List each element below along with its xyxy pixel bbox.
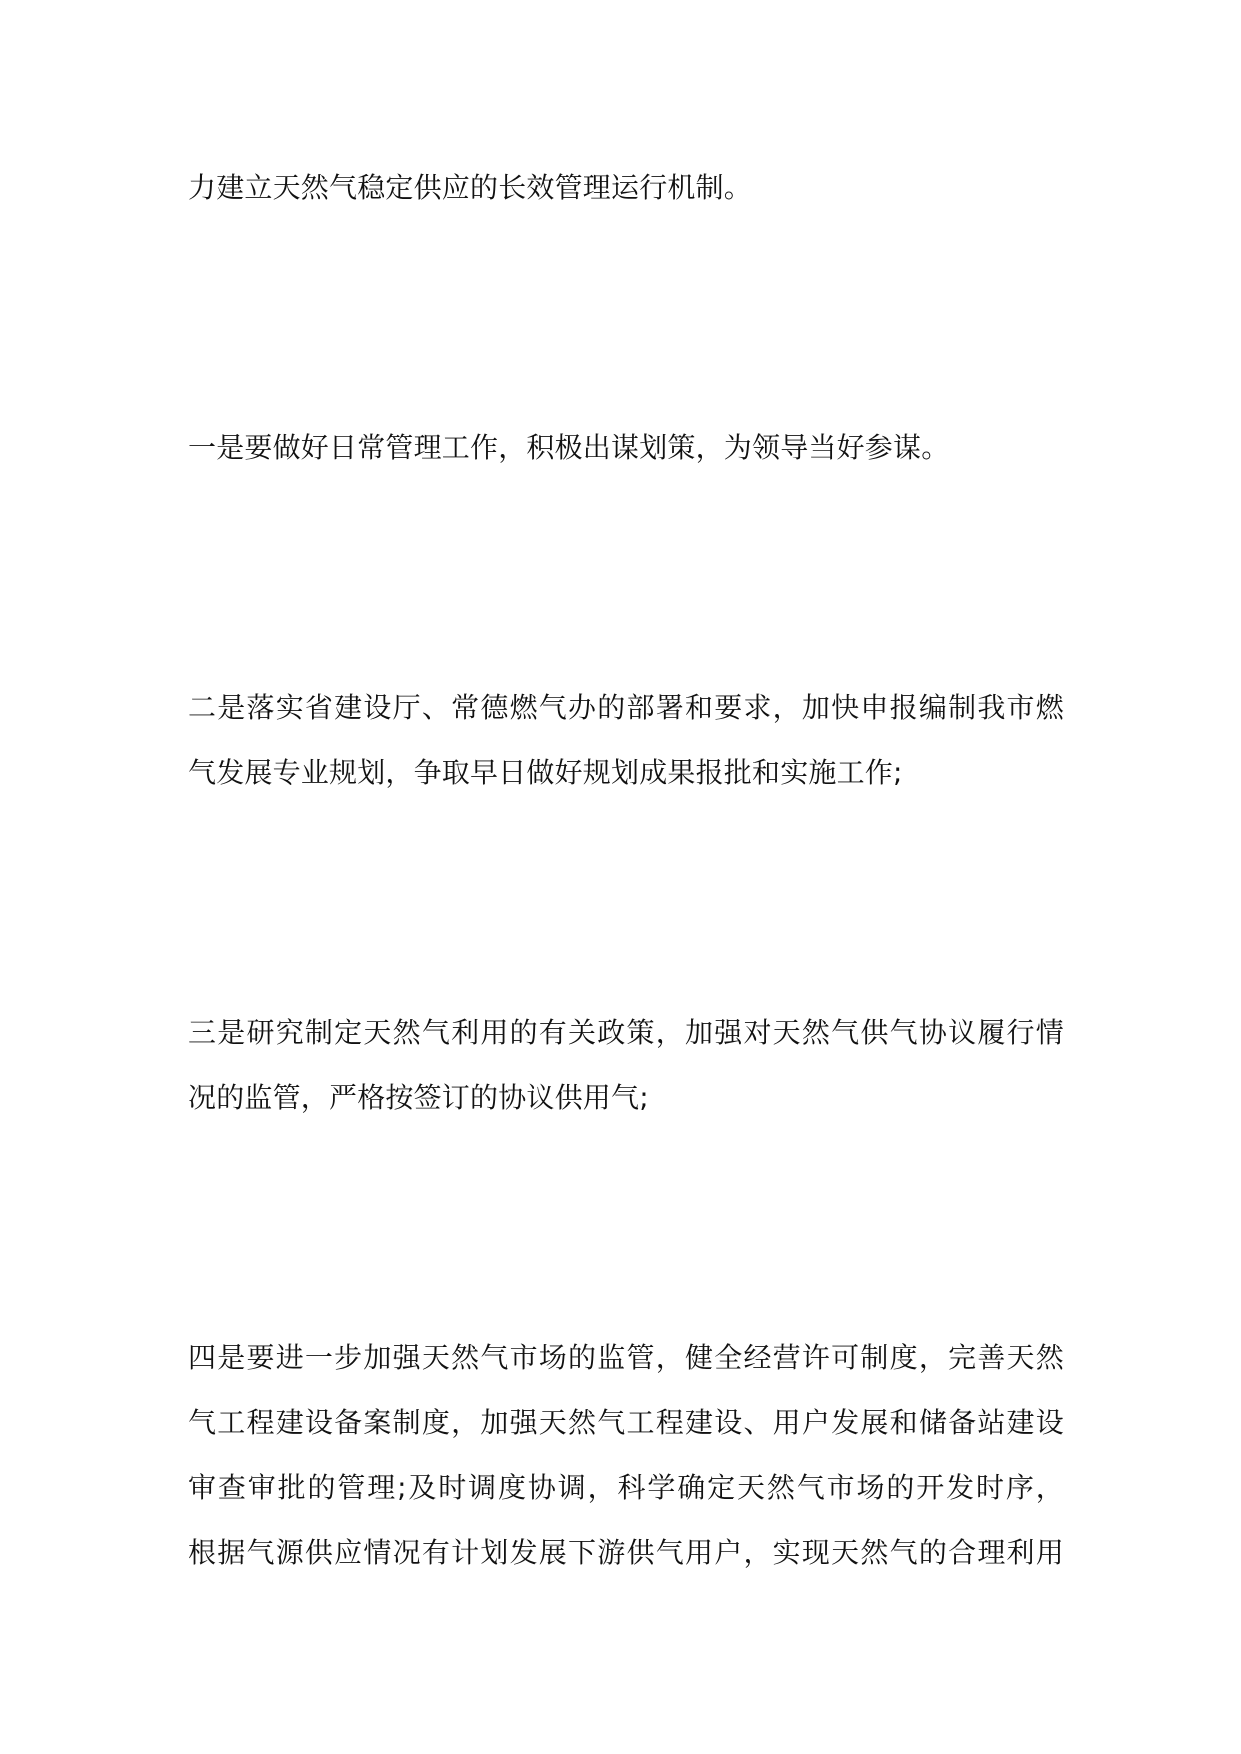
text-line: 根据气源供应情况有计划发展下游供气用户，实现天然气的合理利用	[188, 1536, 1064, 1569]
paragraph-2	[188, 415, 1064, 480]
paragraph-4	[188, 1000, 1064, 1130]
text-line: 气工程建设备案制度，加强天然气工程建设、用户发展和储备站建设	[188, 1406, 1064, 1439]
text-line: 二是落实省建设厅、常德燃气办的部署和要求，加快申报编制我市燃	[188, 691, 1064, 724]
paragraph-3	[188, 675, 1064, 805]
text-line: 力建立天然气稳定供应的长效管理运行机制。	[188, 171, 753, 204]
text-line: 气发展专业规划，争取早日做好规划成果报批和实施工作;	[188, 756, 903, 789]
paragraph-1	[188, 155, 1064, 220]
text-line: 四是要进一步加强天然气市场的监管，健全经营许可制度，完善天然	[188, 1341, 1064, 1374]
text-line: 三是研究制定天然气利用的有关政策，加强对天然气供气协议履行情	[188, 1016, 1064, 1049]
text-line: 审查审批的管理;及时调度协调，科学确定天然气市场的开发时序，	[188, 1471, 1064, 1504]
text-line: 况的监管，严格按签订的协议供用气;	[188, 1081, 649, 1114]
paragraph-5	[188, 1325, 1064, 1585]
text-line: 一是要做好日常管理工作，积极出谋划策，为领导当好参谋。	[188, 431, 950, 464]
